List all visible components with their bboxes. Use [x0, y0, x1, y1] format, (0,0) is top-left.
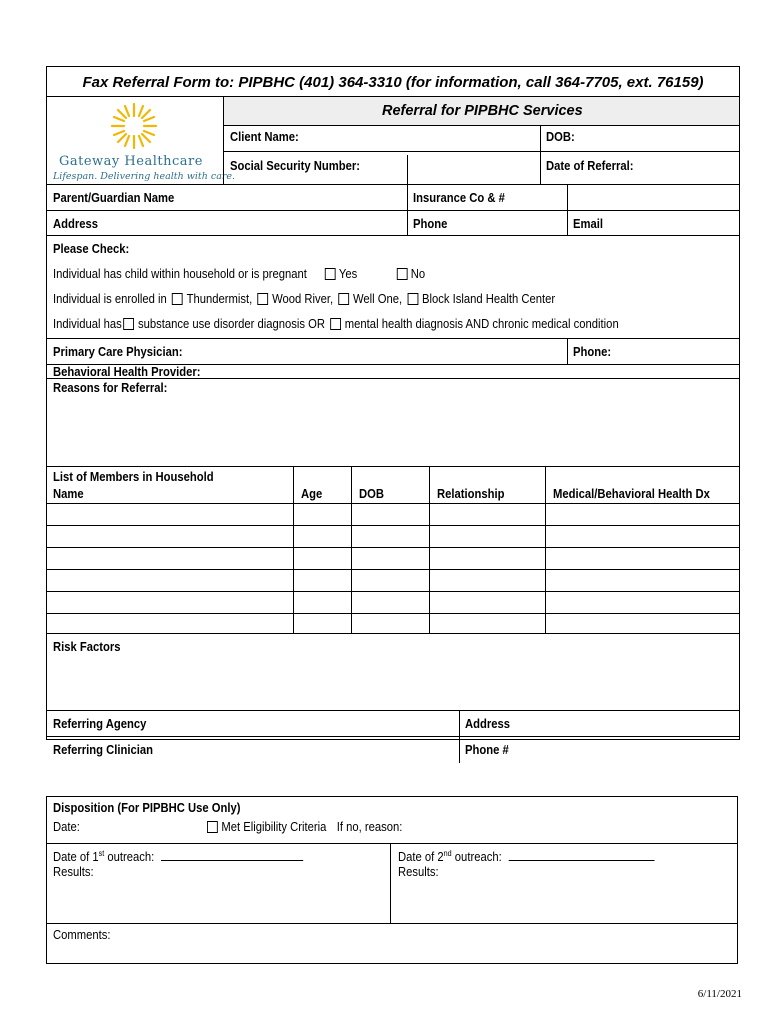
referring-agency-label: Referring Agency	[53, 717, 147, 731]
well-one-checkbox[interactable]	[339, 293, 350, 305]
met-eligibility-label: Met Eligibility Criteria	[221, 820, 327, 834]
referral-form	[46, 66, 740, 757]
block-island-checkbox[interactable]	[408, 293, 419, 305]
ssn-row	[224, 151, 739, 184]
table-row[interactable]	[47, 569, 739, 570]
referring-address-label: Address	[465, 717, 511, 731]
disposition-heading: Disposition (For PIPBHC Use Only)	[53, 801, 241, 815]
pregnant-question	[53, 267, 425, 281]
pcp-phone-label: Phone:	[573, 345, 612, 359]
referring-agency-row	[47, 711, 739, 737]
outreach-1-post: outreach:	[104, 850, 155, 865]
risk-factors-section	[47, 634, 739, 711]
address-label: Address	[53, 217, 99, 231]
results-1-label: Results:	[53, 865, 94, 879]
well-one-label: Well One,	[352, 292, 403, 306]
referring-phone-label: Phone #	[465, 743, 509, 757]
fax-title-row	[47, 67, 739, 97]
age-header: Age	[301, 487, 323, 501]
enrolled-question	[53, 292, 555, 306]
logo-area	[47, 97, 236, 184]
pregnant-question-label: Individual has child within household or is pregnant	[53, 267, 307, 281]
outreach-2-date-field[interactable]	[508, 850, 654, 861]
if-no-reason-label: If no, reason:	[336, 820, 403, 834]
parent-guardian-label: Parent/Guardian Name	[53, 191, 175, 205]
no-checkbox[interactable]	[396, 268, 407, 280]
reasons-section	[47, 379, 739, 467]
wood-river-label: Wood River,	[272, 292, 334, 306]
pcp-row	[47, 339, 739, 365]
relationship-header: Relationship	[437, 487, 505, 501]
household-table	[47, 467, 739, 634]
logo-tagline: Lifespan. Delivering health with care.	[53, 171, 236, 182]
pcp-label: Primary Care Physician:	[53, 345, 183, 359]
table-row[interactable]	[47, 547, 739, 548]
insurance-label: Insurance Co & #	[413, 191, 505, 205]
outreach-2-post: outreach:	[451, 850, 502, 865]
eligibility-line	[207, 820, 402, 834]
please-check-section	[47, 236, 739, 339]
disposition-date-label: Date:	[53, 820, 80, 834]
please-check-heading: Please Check:	[53, 242, 130, 256]
met-eligibility-checkbox[interactable]	[207, 821, 218, 833]
referring-clinician-label: Referring Clinician	[53, 743, 154, 757]
logo-name: Gateway Healthcare	[59, 154, 203, 169]
household-heading: List of Members in Household	[53, 470, 214, 484]
address-row	[47, 211, 739, 236]
results-2-label: Results:	[398, 865, 439, 879]
outreach-1-line	[53, 849, 303, 864]
reasons-label: Reasons for Referral:	[53, 381, 168, 395]
referring-clinician-row	[47, 737, 739, 763]
dob-header: DOB	[359, 487, 385, 501]
sud-label: substance use disorder diagnosis OR	[138, 317, 325, 331]
client-fields	[223, 97, 739, 184]
client-block	[47, 97, 739, 185]
subtitle: Referral for PIPBHC Services	[382, 103, 583, 119]
dx-header: Medical/Behavioral Health Dx	[553, 487, 710, 501]
outreach-1-date-field[interactable]	[161, 850, 303, 861]
no-label: No	[410, 267, 426, 281]
outreach-1-label: Date of 1	[53, 850, 99, 865]
diagnosis-question-label: Individual has	[53, 317, 122, 331]
thundermist-checkbox[interactable]	[172, 293, 183, 305]
phone-label: Phone	[413, 217, 448, 231]
fax-title: Fax Referral Form to: PIPBHC (401) 364-3310 (for information, call 364-7705, ext. 76159)	[82, 74, 704, 91]
mh-label: mental health diagnosis AND chronic medical condition	[344, 317, 619, 331]
date-of-referral-label: Date of Referral:	[546, 159, 634, 173]
table-row[interactable]	[47, 591, 739, 592]
diagnosis-question	[53, 317, 619, 331]
sun-logo-icon	[109, 101, 159, 151]
email-label: Email	[573, 217, 604, 231]
disposition-box	[46, 796, 738, 964]
household-name-header: Name	[53, 487, 84, 501]
outreach-1-sup: st	[98, 849, 105, 858]
enrolled-question-label: Individual is enrolled in	[53, 292, 167, 306]
disposition-header	[47, 797, 737, 844]
yes-label: Yes	[338, 267, 358, 281]
household-header	[47, 467, 739, 504]
wood-river-checkbox[interactable]	[258, 293, 269, 305]
subtitle-bar	[224, 97, 739, 126]
mh-checkbox[interactable]	[330, 318, 341, 330]
comments-label: Comments:	[53, 928, 111, 942]
ssn-label: Social Security Number:	[230, 159, 361, 173]
outreach-2-label: Date of 2	[398, 850, 444, 865]
outreach-2-line	[398, 849, 654, 864]
bhp-row	[47, 365, 739, 379]
block-island-label: Block Island Health Center	[421, 292, 556, 306]
yes-checkbox[interactable]	[324, 268, 335, 280]
bhp-label: Behavioral Health Provider:	[53, 365, 201, 379]
footer-date: 6/11/2021	[697, 988, 742, 1000]
risk-factors-label: Risk Factors	[53, 640, 121, 654]
client-name-row	[224, 125, 739, 152]
sud-checkbox[interactable]	[124, 318, 135, 330]
guardian-row	[47, 185, 739, 211]
table-row[interactable]	[47, 525, 739, 526]
dob-label: DOB:	[546, 130, 575, 144]
outreach-section	[47, 843, 737, 924]
outreach-2-sup: nd	[443, 849, 452, 858]
thundermist-label: Thundermist,	[186, 292, 253, 306]
client-name-label: Client Name:	[230, 130, 299, 144]
table-row[interactable]	[47, 613, 739, 614]
